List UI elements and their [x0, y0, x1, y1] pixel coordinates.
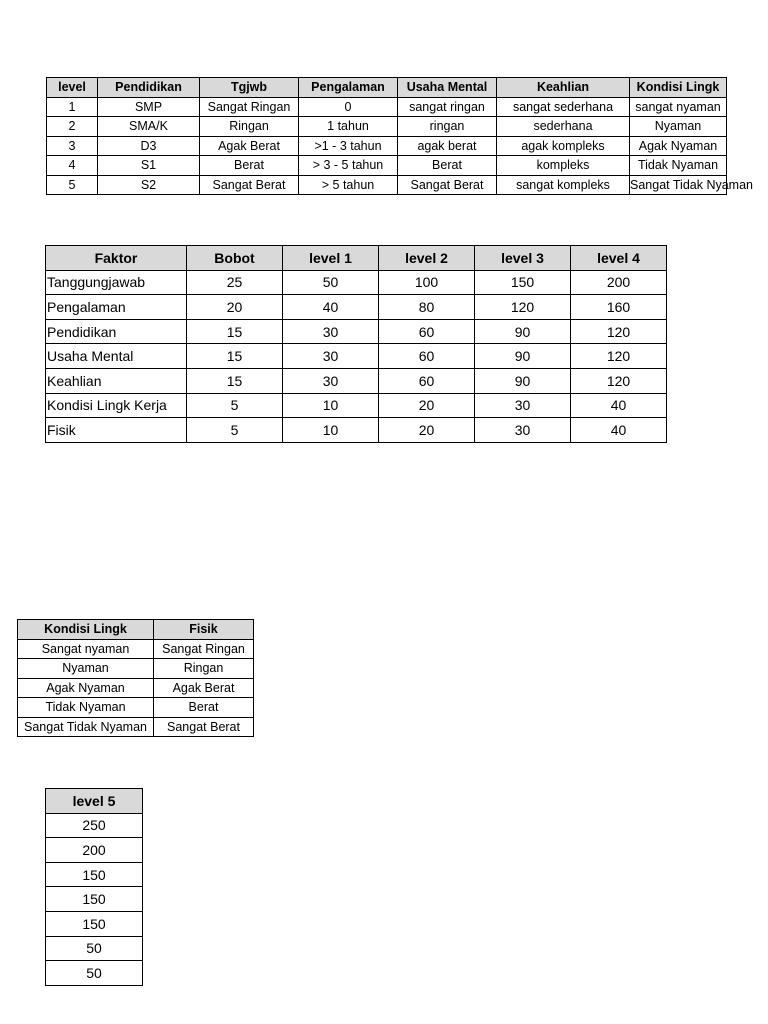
table-cell: SMP	[98, 97, 200, 117]
table-cell: 250	[46, 813, 143, 838]
table-row	[18, 659, 254, 679]
table-header-row	[46, 789, 143, 814]
header-cell: Keahlian	[497, 78, 630, 98]
table-header-row	[47, 78, 727, 98]
table-cell: 120	[475, 295, 571, 320]
table-cell: Berat	[398, 156, 497, 176]
table-row	[47, 117, 727, 137]
header-cell: level	[47, 78, 98, 98]
table-row	[46, 368, 667, 393]
table-cell: 120	[571, 368, 667, 393]
table-cell: 30	[475, 418, 571, 443]
header-cell: Tgjwb	[200, 78, 299, 98]
table-cell: 150	[46, 911, 143, 936]
header-cell: Kondisi Lingk	[630, 78, 727, 98]
table-cell: Agak Berat	[200, 136, 299, 156]
table-cell: sangat ringan	[398, 97, 497, 117]
table-cell: 50	[46, 961, 143, 986]
table-cell: agak kompleks	[497, 136, 630, 156]
table-cell: 100	[379, 270, 475, 295]
table-row	[18, 639, 254, 659]
table-cell: 1	[47, 97, 98, 117]
table-cell: Berat	[200, 156, 299, 176]
table-cell: 5	[187, 418, 283, 443]
table-cell: 5	[47, 175, 98, 195]
table-header-row	[18, 620, 254, 640]
table-cell: Berat	[154, 698, 254, 718]
table-cell: 20	[187, 295, 283, 320]
factor-name-cell: Pendidikan	[46, 319, 187, 344]
table-row	[46, 961, 143, 986]
table-row	[47, 156, 727, 176]
header-cell: level 5	[46, 789, 143, 814]
table-cell: 0	[299, 97, 398, 117]
table-cell: Agak Nyaman	[18, 678, 154, 698]
table-cell: >1 - 3 tahun	[299, 136, 398, 156]
table-cell: Sangat Ringan	[154, 639, 254, 659]
table-row	[47, 97, 727, 117]
table-row	[46, 344, 667, 369]
table-cell: 10	[283, 418, 379, 443]
table-cell: 5	[187, 393, 283, 418]
table-cell: D3	[98, 136, 200, 156]
header-cell: Usaha Mental	[398, 78, 497, 98]
table-cell: 200	[46, 838, 143, 863]
table-cell: > 3 - 5 tahun	[299, 156, 398, 176]
header-cell: Pengalaman	[299, 78, 398, 98]
table-cell: Sangat Tidak Nyaman	[18, 717, 154, 737]
header-cell: level 2	[379, 246, 475, 271]
header-cell: Bobot	[187, 246, 283, 271]
factor-name-cell: Tanggungjawab	[46, 270, 187, 295]
table-row	[47, 175, 727, 195]
table-cell: Sangat Berat	[154, 717, 254, 737]
table-cell: Sangat Berat	[200, 175, 299, 195]
table-cell: Agak Nyaman	[630, 136, 727, 156]
header-cell: Kondisi Lingk	[18, 620, 154, 640]
factor-score-table	[45, 245, 666, 441]
table-cell: agak berat	[398, 136, 497, 156]
table-cell: Sangat Ringan	[200, 97, 299, 117]
table-cell: Nyaman	[18, 659, 154, 679]
header-cell: Pendidikan	[98, 78, 200, 98]
factor-name-cell: Fisik	[46, 418, 187, 443]
table-cell: ringan	[398, 117, 497, 137]
table-cell: sederhana	[497, 117, 630, 137]
table-cell: 150	[46, 862, 143, 887]
table-cell: Sangat nyaman	[18, 639, 154, 659]
table-cell: 150	[475, 270, 571, 295]
table-cell: Ringan	[200, 117, 299, 137]
table-cell: Ringan	[154, 659, 254, 679]
table-cell: 90	[475, 319, 571, 344]
table-cell: 2	[47, 117, 98, 137]
header-cell: level 1	[283, 246, 379, 271]
header-cell: Faktor	[46, 246, 187, 271]
table-cell: 60	[379, 319, 475, 344]
table-cell: 90	[475, 368, 571, 393]
table-cell: 60	[379, 344, 475, 369]
table-cell: sangat sederhana	[497, 97, 630, 117]
table-cell: Nyaman	[630, 117, 727, 137]
table-cell: 90	[475, 344, 571, 369]
table-cell: 120	[571, 319, 667, 344]
condition-table	[24, 619, 253, 738]
table-cell: Tidak Nyaman	[630, 156, 727, 176]
factor-name-cell: Usaha Mental	[46, 344, 187, 369]
table-cell: Sangat Tidak Nyaman	[630, 175, 727, 195]
table-cell: 20	[379, 393, 475, 418]
header-cell: Fisik	[154, 620, 254, 640]
header-cell: level 4	[571, 246, 667, 271]
table-cell: 20	[379, 418, 475, 443]
table-cell: 150	[46, 887, 143, 912]
table-cell: S2	[98, 175, 200, 195]
table-row	[46, 295, 667, 320]
table-cell: S1	[98, 156, 200, 176]
table-row	[46, 887, 143, 912]
table-row	[46, 911, 143, 936]
table-row	[46, 319, 667, 344]
table-cell: 4	[47, 156, 98, 176]
table-cell: 160	[571, 295, 667, 320]
table-cell: 30	[283, 344, 379, 369]
table-cell: 1 tahun	[299, 117, 398, 137]
table-cell: 30	[283, 368, 379, 393]
table-row	[18, 678, 254, 698]
table-cell: > 5 tahun	[299, 175, 398, 195]
table-cell: 50	[283, 270, 379, 295]
factor-name-cell: Pengalaman	[46, 295, 187, 320]
table-cell: 60	[379, 368, 475, 393]
level5-table	[45, 788, 143, 984]
table-cell: Agak Berat	[154, 678, 254, 698]
table-cell: 15	[187, 344, 283, 369]
table-header-row	[46, 246, 667, 271]
table-row	[18, 717, 254, 737]
table-cell: 30	[283, 319, 379, 344]
table-cell: Tidak Nyaman	[18, 698, 154, 718]
table-row	[46, 418, 667, 443]
table-cell: 40	[283, 295, 379, 320]
table-cell: sangat kompleks	[497, 175, 630, 195]
table-row	[46, 838, 143, 863]
table-cell: 25	[187, 270, 283, 295]
table-cell: sangat nyaman	[630, 97, 727, 117]
table-cell: 120	[571, 344, 667, 369]
table-row	[47, 136, 727, 156]
table-cell: 40	[571, 393, 667, 418]
table-row	[46, 862, 143, 887]
table-cell: 3	[47, 136, 98, 156]
table-cell: 50	[46, 936, 143, 961]
table-row	[46, 393, 667, 418]
table-cell: kompleks	[497, 156, 630, 176]
table-row	[46, 813, 143, 838]
table-row	[46, 270, 667, 295]
level-definition-table	[46, 77, 753, 194]
table-cell: 10	[283, 393, 379, 418]
table-cell: 15	[187, 319, 283, 344]
table-cell: 30	[475, 393, 571, 418]
table-cell: 80	[379, 295, 475, 320]
factor-name-cell: Keahlian	[46, 368, 187, 393]
table-row	[18, 698, 254, 718]
table-row	[46, 936, 143, 961]
table-cell: 15	[187, 368, 283, 393]
factor-name-cell: Kondisi Lingk Kerja	[46, 393, 187, 418]
table-cell: Sangat Berat	[398, 175, 497, 195]
table-cell: 40	[571, 418, 667, 443]
header-cell: level 3	[475, 246, 571, 271]
table-cell: SMA/K	[98, 117, 200, 137]
table-cell: 200	[571, 270, 667, 295]
